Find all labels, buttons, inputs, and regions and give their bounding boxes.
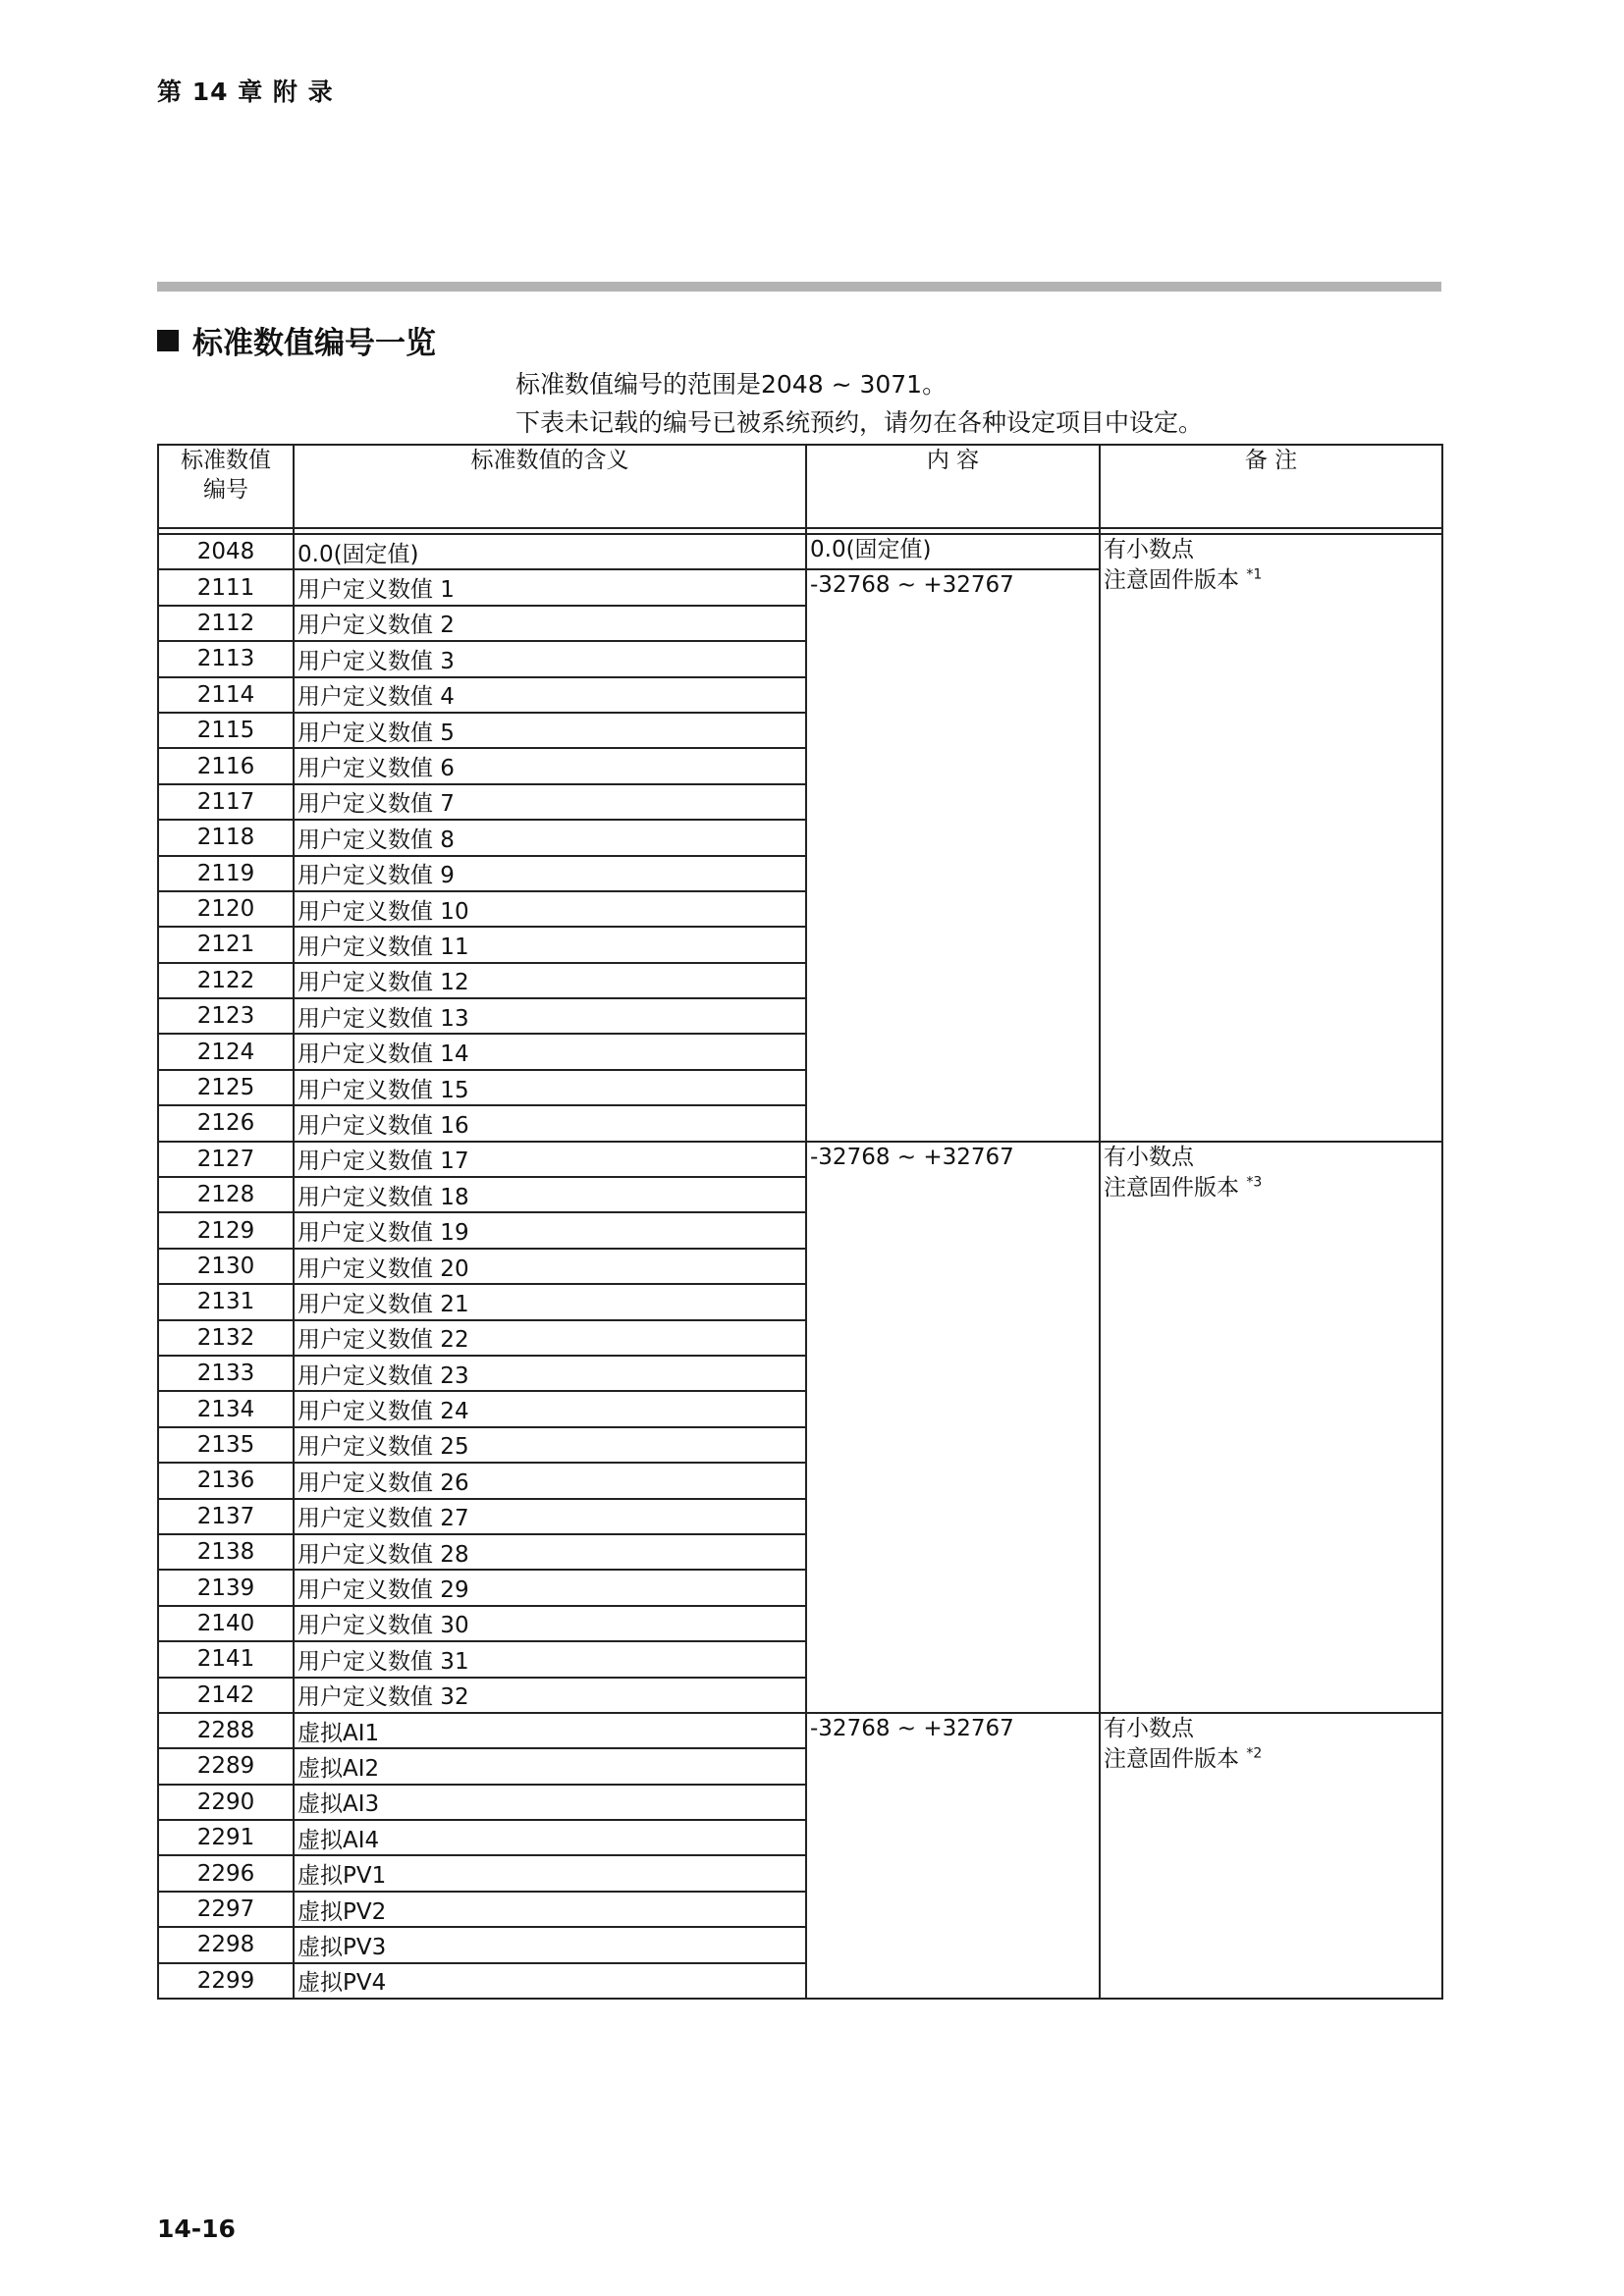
row-number: 2290: [158, 1785, 294, 1820]
row-number: 2125: [158, 1070, 294, 1105]
row-content: -32768 ~ +32767: [806, 1142, 1100, 1713]
row-meaning: 用户定义数值 28: [294, 1534, 806, 1570]
page-number: 14-16: [157, 2215, 236, 2243]
row-meaning: 用户定义数值 4: [294, 677, 806, 713]
row-number: 2133: [158, 1356, 294, 1391]
row-meaning: 用户定义数值 22: [294, 1320, 806, 1356]
remark-text: 注意固件版本: [1104, 1174, 1239, 1201]
row-content: -32768 ~ +32767: [806, 569, 1100, 1141]
row-number: 2136: [158, 1463, 294, 1498]
row-meaning: 用户定义数值 30: [294, 1606, 806, 1641]
row-meaning: 虚拟AI2: [294, 1748, 806, 1784]
row-number: 2123: [158, 998, 294, 1034]
row-meaning: 虚拟AI4: [294, 1820, 806, 1855]
row-meaning: 虚拟PV4: [294, 1963, 806, 1999]
row-meaning: 用户定义数值 26: [294, 1463, 806, 1498]
row-number: 2115: [158, 713, 294, 748]
row-number: 2132: [158, 1320, 294, 1356]
intro-line-1: 标准数值编号的范围是2048 ~ 3071。: [515, 370, 947, 399]
remark-line-2: [1104, 565, 1438, 596]
remark-line-2: [1104, 1744, 1438, 1775]
row-meaning: 用户定义数值 20: [294, 1249, 806, 1284]
row-number: 2117: [158, 784, 294, 820]
row-number: 2137: [158, 1499, 294, 1534]
row-number: 2291: [158, 1820, 294, 1855]
section-title: [157, 318, 436, 362]
row-meaning: 用户定义数值 31: [294, 1641, 806, 1677]
row-number: 2299: [158, 1963, 294, 1999]
row-number: 2122: [158, 963, 294, 998]
chapter-header: 第 14 章 附 录: [157, 78, 334, 106]
row-meaning: 用户定义数值 15: [294, 1070, 806, 1105]
row-number: 2141: [158, 1641, 294, 1677]
row-number: 2128: [158, 1177, 294, 1212]
row-meaning: 虚拟AI1: [294, 1713, 806, 1748]
row-meaning: 用户定义数值 25: [294, 1427, 806, 1463]
row-number: 2048: [158, 534, 294, 569]
remark-note: *2: [1246, 1745, 1263, 1762]
row-number: 2298: [158, 1927, 294, 1962]
remark-line-1: 有小数点: [1104, 537, 1194, 562]
row-number: 2120: [158, 891, 294, 927]
row-meaning: 用户定义数值 12: [294, 963, 806, 998]
section-intro: [515, 365, 1203, 442]
row-number: 2296: [158, 1855, 294, 1891]
table-row: [158, 534, 1442, 569]
row-number: 2118: [158, 820, 294, 855]
section-divider: [157, 282, 1441, 292]
row-meaning: 用户定义数值 2: [294, 606, 806, 641]
row-number: 2116: [158, 748, 294, 783]
row-number: 2297: [158, 1892, 294, 1927]
remark-note: *3: [1246, 1173, 1263, 1190]
row-meaning: 用户定义数值 3: [294, 641, 806, 676]
row-remark: [1100, 534, 1442, 1142]
row-number: 2124: [158, 1034, 294, 1069]
header-meaning: 标准数值的含义: [294, 445, 806, 528]
row-meaning: 用户定义数值 21: [294, 1284, 806, 1319]
row-number: 2288: [158, 1713, 294, 1748]
row-meaning: 用户定义数值 1: [294, 569, 806, 605]
row-number: 2134: [158, 1391, 294, 1426]
row-meaning: 用户定义数值 24: [294, 1391, 806, 1426]
row-meaning: 用户定义数值 13: [294, 998, 806, 1034]
row-number: 2135: [158, 1427, 294, 1463]
row-meaning: 用户定义数值 27: [294, 1499, 806, 1534]
header-number: 标准数值 编号: [158, 445, 294, 528]
row-content: 0.0(固定值): [806, 534, 1100, 569]
row-meaning: 用户定义数值 10: [294, 891, 806, 927]
row-number: 2129: [158, 1212, 294, 1248]
row-meaning: 用户定义数值 17: [294, 1142, 806, 1177]
row-meaning: 用户定义数值 18: [294, 1177, 806, 1212]
row-number: 2112: [158, 606, 294, 641]
row-meaning: 用户定义数值 5: [294, 713, 806, 748]
header-remark: 备 注: [1100, 445, 1442, 528]
standard-number-table: [157, 444, 1443, 2000]
row-content: -32768 ~ +32767: [806, 1713, 1100, 1999]
row-number: 2130: [158, 1249, 294, 1284]
row-meaning: 用户定义数值 23: [294, 1356, 806, 1391]
black-square-icon: [157, 330, 179, 351]
row-meaning: 虚拟AI3: [294, 1785, 806, 1820]
row-number: 2140: [158, 1606, 294, 1641]
row-meaning: 0.0(固定值): [294, 534, 806, 569]
row-number: 2114: [158, 677, 294, 713]
row-meaning: 虚拟PV2: [294, 1892, 806, 1927]
row-number: 2111: [158, 569, 294, 605]
remark-text: 注意固件版本: [1104, 567, 1239, 593]
remark-line-1: 有小数点: [1104, 1715, 1194, 1741]
row-number: 2289: [158, 1748, 294, 1784]
row-meaning: 用户定义数值 16: [294, 1105, 806, 1141]
row-meaning: 用户定义数值 11: [294, 927, 806, 962]
row-number: 2138: [158, 1534, 294, 1570]
row-number: 2126: [158, 1105, 294, 1141]
row-meaning: 用户定义数值 6: [294, 748, 806, 783]
row-meaning: 用户定义数值 29: [294, 1570, 806, 1605]
row-meaning: 用户定义数值 14: [294, 1034, 806, 1069]
remark-note: *1: [1246, 566, 1263, 583]
row-number: 2131: [158, 1284, 294, 1319]
row-meaning: 虚拟PV3: [294, 1927, 806, 1962]
row-meaning: 用户定义数值 19: [294, 1212, 806, 1248]
row-meaning: 用户定义数值 7: [294, 784, 806, 820]
row-number: 2119: [158, 856, 294, 891]
row-number: 2127: [158, 1142, 294, 1177]
row-number: 2142: [158, 1678, 294, 1713]
row-meaning: 用户定义数值 8: [294, 820, 806, 855]
remark-line-1: 有小数点: [1104, 1144, 1194, 1170]
row-meaning: 虚拟PV1: [294, 1855, 806, 1891]
row-number: 2139: [158, 1570, 294, 1605]
table-row: [158, 1142, 1442, 1177]
table-row: [158, 1713, 1442, 1748]
table-body: [158, 528, 1442, 1999]
row-number: 2121: [158, 927, 294, 962]
table-header-row: [158, 445, 1442, 528]
remark-text: 注意固件版本: [1104, 1745, 1239, 1772]
header-content: 内 容: [806, 445, 1100, 528]
row-meaning: 用户定义数值 32: [294, 1678, 806, 1713]
section-title-text: 标准数值编号一览: [192, 326, 436, 361]
intro-line-2: 下表未记载的编号已被系统预约，请勿在各种设定项目中设定。: [515, 408, 1204, 437]
row-meaning: 用户定义数值 9: [294, 856, 806, 891]
row-remark: [1100, 1142, 1442, 1713]
remark-line-2: [1104, 1173, 1438, 1203]
row-number: 2113: [158, 641, 294, 676]
row-remark: [1100, 1713, 1442, 1999]
